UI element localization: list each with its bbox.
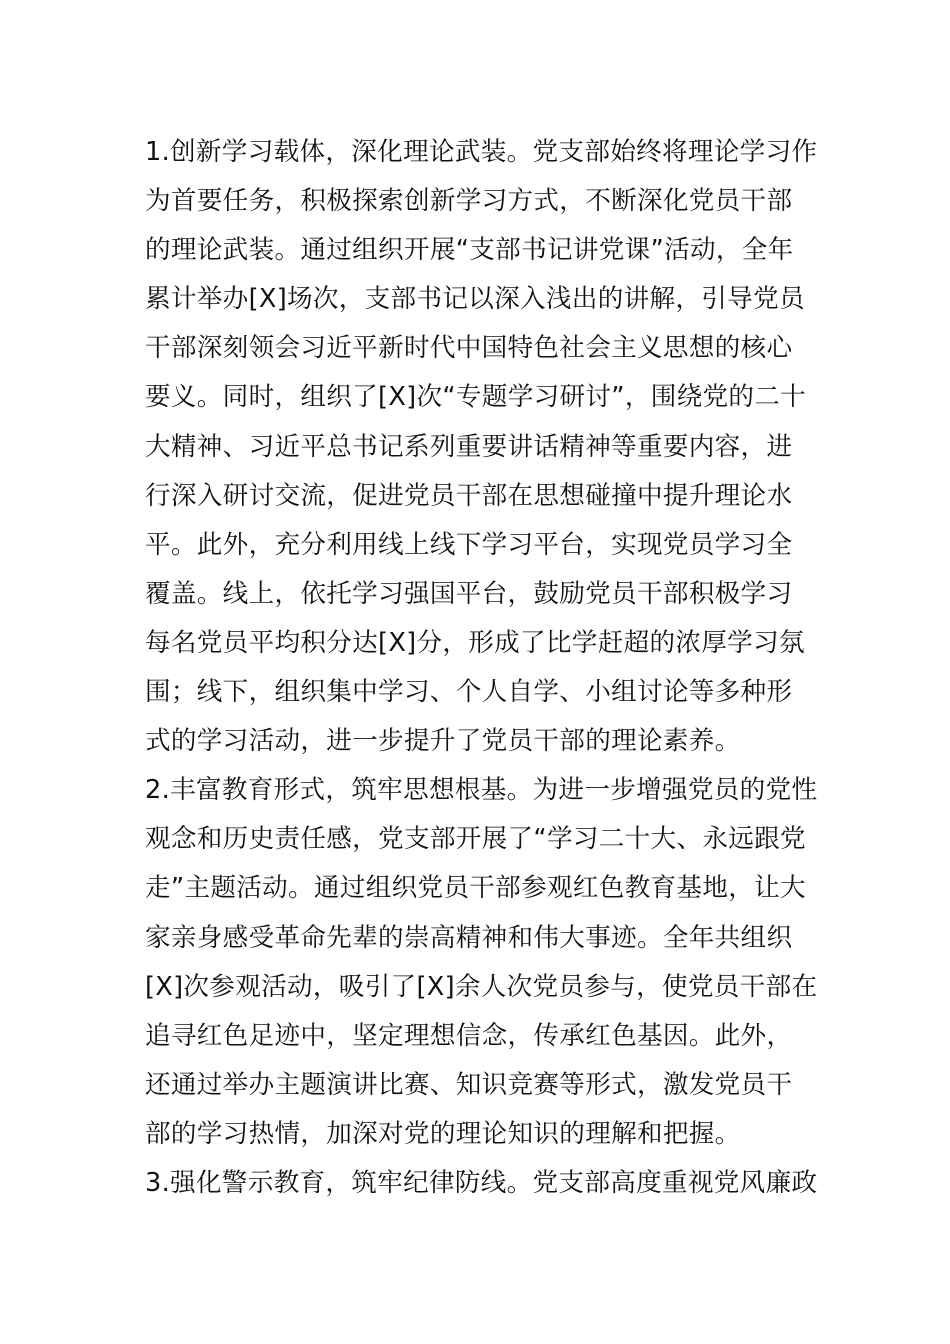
text-line: 式的学习活动，进一步提升了党员干部的理论素养。 [145,726,741,757]
text-line: 2.丰富教育形式，筑牢思想根基。为进一步增强党员的党性 [145,775,818,806]
text-line: 干部深刻领会习近平新时代中国特色社会主义思想的核心 [145,333,793,364]
text-line: 累计举办[X]场次，支部书记以深入浅出的讲解，引导党员 [145,284,805,315]
text-line: 走”主题活动。通过组织党员干部参观红色教育基地，让大 [145,873,806,904]
text-line: 家亲身感受革命先辈的崇高精神和伟大事迹。全年共组织 [145,922,793,953]
text-line: 行深入研讨交流，促进党员干部在思想碰撞中提升理论水 [145,480,793,511]
text-line: 要义。同时，组织了[X]次“专题学习研讨”，围绕党的二十 [145,382,807,413]
text-line: 平。此外，充分利用线上线下学习平台，实现党员学习全 [145,529,793,560]
body-text [145,128,818,1208]
text-line: 大精神、习近平总书记系列重要讲话精神等重要内容，进 [145,431,793,462]
text-line: 追寻红色足迹中，坚定理想信念，传承红色基因。此外， [145,1020,793,1051]
text-line: 3.强化警示教育，筑牢纪律防线。党支部高度重视党风廉政 [145,1167,818,1198]
text-line: 覆盖。线上，依托学习强国平台，鼓励党员干部积极学习 [145,578,793,609]
text-line: 每名党员平均积分达[X]分，形成了比学赶超的浓厚学习氛 [145,627,805,658]
text-line: 1.创新学习载体，深化理论武装。党支部始终将理论学习作 [145,137,818,167]
text-line: 的理论武装。通过组织开展“支部书记讲党课”活动，全年 [145,235,794,266]
text-line: 部的学习热情，加深对党的理论知识的理解和把握。 [145,1118,741,1149]
text-line: 围；线下，组织集中学习、个人自学、小组讨论等多种形 [145,677,793,708]
text-line: 为首要任务，积极探索创新学习方式，不断深化党员干部 [145,186,793,217]
text-line: [X]次参观活动，吸引了[X]余人次党员参与，使党员干部在 [145,971,818,1002]
text-line: 观念和历史责任感，党支部开展了“学习二十大、永远跟党 [145,824,806,855]
text-line: 还通过举办主题演讲比赛、知识竞赛等形式，激发党员干 [145,1069,793,1100]
